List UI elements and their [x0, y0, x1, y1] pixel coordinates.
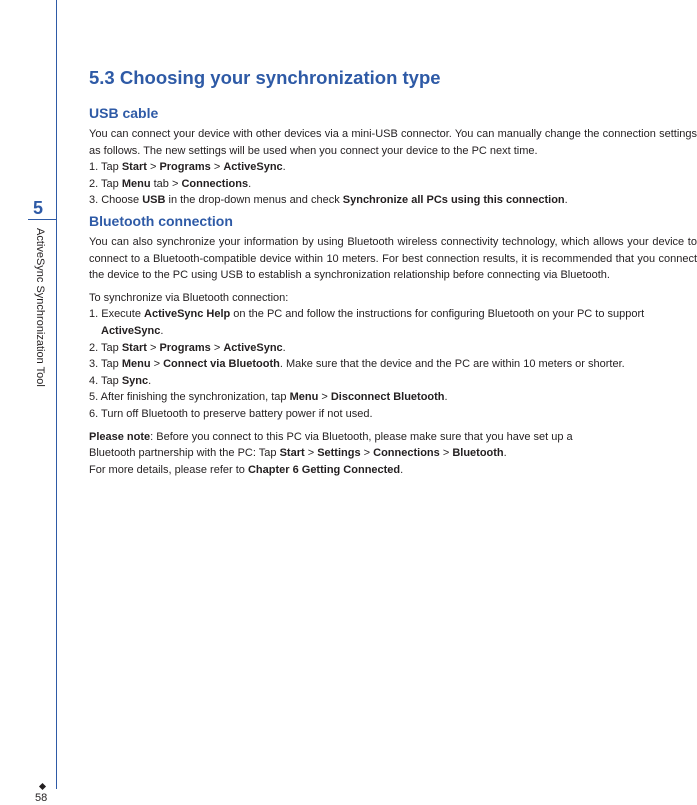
usb-step-1: 1. Tap Start > Programs > ActiveSync. [89, 161, 286, 174]
bluetooth-step-4: 4. Tap Sync. [89, 374, 152, 387]
note-line-3: For more details, please refer to Chapter 6 Getting Connected. [89, 463, 404, 476]
bluetooth-step-3: 3. Tap Menu > Connect via Bluetooth. Make sure that the device and the PC are within 10 meters or shorter. [89, 358, 625, 371]
bluetooth-intro: You can also synchronize your information by using Bluetooth wireless connectivity technology, which allows your device to connect to a Bluetooth-compatible device within 10 meters. For best connection results, it is recommended that you connect the device to the PC using USB to establish a synchronization relationship before connecting via Bluetooth. [89, 235, 697, 282]
bluetooth-step-6: 6. Turn off Bluetooth to preserve battery power if not used. [89, 407, 373, 420]
bluetooth-lead: To synchronize via Bluetooth connection: [89, 291, 289, 304]
chapter-tick [28, 219, 57, 220]
diamond-icon [39, 783, 46, 790]
margin-rule [56, 0, 57, 789]
chapter-number: 5 [33, 198, 44, 218]
note-line-1: Please note: Before you connect to this PC via Bluetooth, please make sure that you have set up a [89, 430, 573, 443]
note-line-2: Bluetooth partnership with the PC: Tap Start > Settings > Connections > Bluetooth. [89, 447, 507, 460]
section-title: 5.3 Choosing your synchronization type [89, 67, 441, 88]
page-number: 58 [35, 792, 48, 804]
usb-step-2: 2. Tap Menu tab > Connections. [89, 177, 252, 190]
usb-heading: USB cable [89, 105, 159, 121]
usb-step-3: 3. Choose USB in the drop-down menus and check Synchronize all PCs using this connection. [89, 194, 568, 207]
bluetooth-step-2: 2. Tap Start > Programs > ActiveSync. [89, 341, 286, 354]
bluetooth-step-1: 1. Execute ActiveSync Help on the PC and follow the instructions for configuring Bluetooth on your PC to support ActiveSync. [89, 308, 645, 337]
bluetooth-step-5: 5. After finishing the synchronization, tap Menu > Disconnect Bluetooth. [89, 391, 448, 404]
usb-intro: You can connect your device with other devices via a mini-USB connector. You can manually change the connection settings as follows. The new settings will be used when you connect your device to the PC next time. [89, 128, 697, 157]
page-content [89, 66, 697, 478]
chapter-title: ActiveSync Synchronization Tool [34, 228, 46, 387]
bluetooth-heading: Bluetooth connection [89, 212, 233, 229]
